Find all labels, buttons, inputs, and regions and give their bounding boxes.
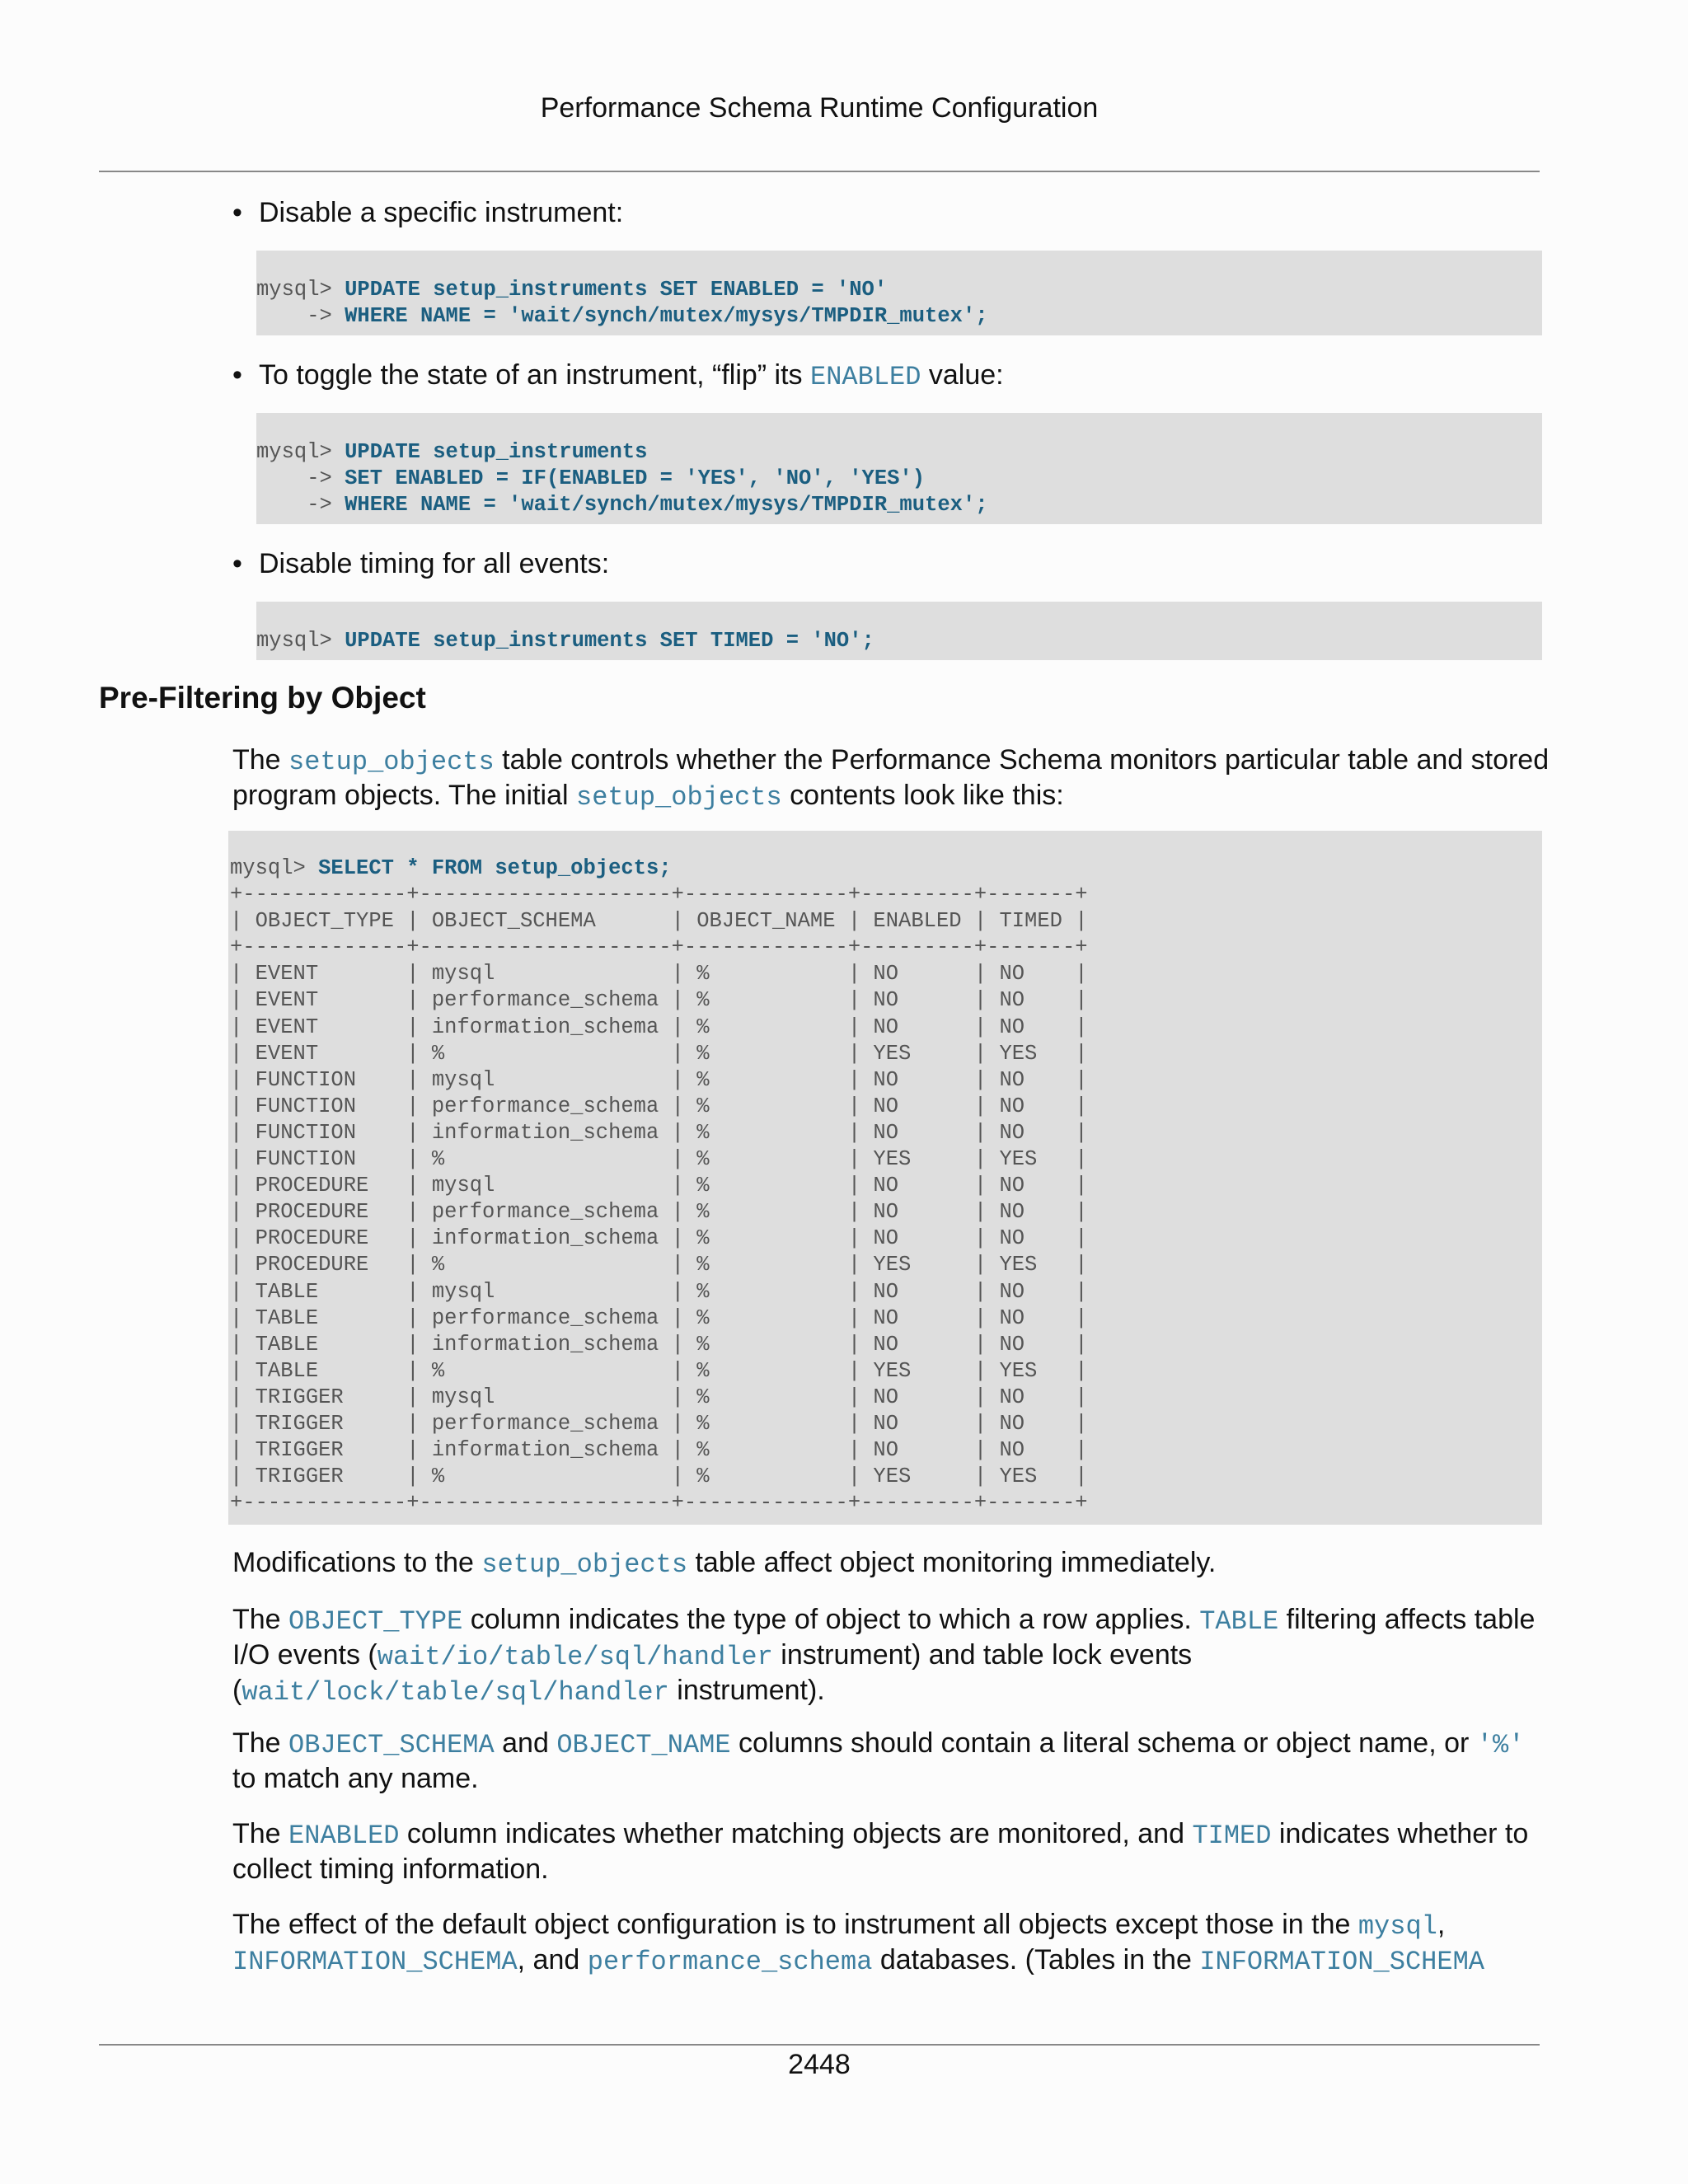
code-command: WHERE NAME = 'wait/synch/mutex/mysys/TMPDIR_mutex'; <box>345 304 988 328</box>
text: indicates whether to collect timing information. <box>232 1818 1529 1885</box>
bullet-disable-instrument <box>232 196 623 229</box>
inline-code: setup_objects <box>576 782 782 813</box>
table-row: | EVENT | mysql | % | NO | NO | <box>230 962 1088 987</box>
paragraph-object-type <box>232 1603 1551 1709</box>
code-command: UPDATE setup_instruments <box>345 440 648 464</box>
bullet-text: value: <box>921 359 1004 391</box>
inline-code: wait/lock/table/sql/handler <box>241 1677 669 1708</box>
text: The effect of the default object configuration is to instrument all objects except those in the <box>232 1909 1358 1940</box>
bullet-text: Disable a specific instrument: <box>259 197 624 228</box>
table-row: | FUNCTION | performance_schema | % | NO | NO | <box>230 1094 1088 1118</box>
text: , <box>1437 1909 1446 1940</box>
code-command: WHERE NAME = 'wait/synch/mutex/mysys/TMPDIR_mutex'; <box>345 493 988 517</box>
code-prompt: mysql> <box>256 278 345 302</box>
code-command: UPDATE setup_instruments SET ENABLED = 'NO' <box>345 278 888 302</box>
page-header: Performance Schema Runtime Configuration <box>540 92 1099 124</box>
inline-code: OBJECT_SCHEMA <box>288 1730 495 1760</box>
text: columns should contain a literal schema or object name, or <box>730 1727 1477 1759</box>
paragraph-modifications <box>232 1546 1551 1582</box>
code-command: SET ENABLED = IF(ENABLED = 'YES', 'NO', 'YES') <box>345 466 926 490</box>
inline-code: INFORMATION_SCHEMA <box>1199 1947 1484 1977</box>
table-row: | PROCEDURE | mysql | % | NO | NO | <box>230 1174 1088 1198</box>
paragraph-enabled-timed <box>232 1817 1551 1886</box>
inline-code: setup_objects <box>481 1549 688 1580</box>
code-prompt: -> <box>256 493 345 517</box>
bullet-dot: • <box>232 197 242 228</box>
bullet-text: To toggle the state of an instrument, “flip” its <box>259 359 810 391</box>
inline-code: performance_schema <box>587 1947 873 1977</box>
header-rule <box>99 171 1540 172</box>
code-block-toggle-instrument <box>256 413 1542 524</box>
table-row: | TABLE | performance_schema | % | NO | NO | <box>230 1305 1088 1330</box>
intro-paragraph <box>232 743 1551 814</box>
inline-code: ENABLED <box>810 362 921 392</box>
inline-code: ENABLED <box>288 1821 400 1851</box>
table-row: | TABLE | % | % | YES | YES | <box>230 1358 1088 1383</box>
table-row: | TRIGGER | information_schema | % | NO | NO | <box>230 1438 1088 1463</box>
paragraph-schema-name <box>232 1727 1551 1795</box>
text: The <box>232 1604 289 1635</box>
table-row: | TRIGGER | mysql | % | NO | NO | <box>230 1385 1088 1409</box>
text: filtering affects table I/O events ( <box>232 1604 1536 1671</box>
code-command: SELECT * FROM setup_objects; <box>318 856 672 880</box>
table-row: | TABLE | mysql | % | NO | NO | <box>230 1279 1088 1304</box>
inline-code: wait/io/table/sql/handler <box>377 1642 773 1672</box>
inline-code: '%' <box>1476 1730 1525 1760</box>
page-number: 2448 <box>788 2049 851 2080</box>
text: column indicates whether matching objects are monitored, and <box>399 1818 1193 1849</box>
table-border: +-------------+--------------------+-------------+---------+-------+ <box>230 935 1088 960</box>
section-heading: Pre-Filtering by Object <box>99 681 426 715</box>
table-row: | PROCEDURE | % | % | YES | YES | <box>230 1253 1088 1277</box>
text: table affect object monitoring immediately. <box>687 1547 1217 1578</box>
text: The <box>232 1727 289 1759</box>
table-border: +-------------+--------------------+-------------+---------+-------+ <box>230 1491 1088 1516</box>
table-header-row: | OBJECT_TYPE | OBJECT_SCHEMA | OBJECT_NAME | ENABLED | TIMED | <box>230 909 1088 934</box>
text: The <box>232 1818 289 1849</box>
text: , and <box>517 1944 588 1975</box>
text: instrument). <box>668 1675 825 1706</box>
table-row: | PROCEDURE | information_schema | % | NO | NO | <box>230 1226 1088 1251</box>
table-row: | TRIGGER | % | % | YES | YES | <box>230 1465 1088 1489</box>
code-prompt: -> <box>256 304 345 328</box>
bullet-dot: • <box>232 548 242 579</box>
inline-code: TABLE <box>1199 1606 1279 1637</box>
table-row: | FUNCTION | mysql | % | NO | NO | <box>230 1067 1088 1092</box>
bullet-disable-timing <box>232 547 609 580</box>
table-row: | PROCEDURE | performance_schema | % | NO | NO | <box>230 1200 1088 1225</box>
table-row: | FUNCTION | information_schema | % | NO | NO | <box>230 1120 1088 1145</box>
inline-code: mysql <box>1357 1911 1437 1942</box>
text: and <box>494 1727 557 1759</box>
text: table controls whether the Performance Schema monitors particular table and stored program objects. The initial <box>232 744 1550 811</box>
text: to match any name. <box>232 1763 479 1794</box>
text: databases. (Tables in the <box>872 1944 1200 1975</box>
code-block-disable-timing <box>256 602 1542 660</box>
inline-code: INFORMATION_SCHEMA <box>232 1947 518 1977</box>
code-prompt: mysql> <box>230 856 319 880</box>
footer-rule <box>99 2044 1540 2046</box>
code-prompt: mysql> <box>256 440 345 464</box>
text: Modifications to the <box>232 1547 482 1578</box>
table-row: | EVENT | % | % | YES | YES | <box>230 1041 1088 1066</box>
table-border: +-------------+--------------------+-------------+---------+-------+ <box>230 883 1088 907</box>
bullet-dot: • <box>232 359 242 391</box>
table-row: | FUNCTION | % | % | YES | YES | <box>230 1147 1088 1172</box>
result-table <box>230 883 1088 1515</box>
text: column indicates the type of object to which a row applies. <box>462 1604 1200 1635</box>
text: The <box>232 744 289 776</box>
table-row: | TRIGGER | performance_schema | % | NO | NO | <box>230 1411 1088 1436</box>
code-prompt: mysql> <box>256 629 345 653</box>
text: contents look like this: <box>781 780 1064 811</box>
code-prompt: -> <box>256 466 345 490</box>
inline-code: TIMED <box>1192 1821 1272 1851</box>
inline-code: OBJECT_NAME <box>556 1730 731 1760</box>
bullet-toggle-instrument <box>232 359 1004 394</box>
inline-code: setup_objects <box>288 747 495 777</box>
table-row: | EVENT | information_schema | % | NO | NO | <box>230 1015 1088 1039</box>
code-command: UPDATE setup_instruments SET TIMED = 'NO'; <box>345 629 874 653</box>
table-row: | EVENT | performance_schema | % | NO | NO | <box>230 988 1088 1013</box>
setup-objects-output <box>228 831 1542 1525</box>
text: instrument) and table lock events ( <box>232 1639 1193 1706</box>
inline-code: OBJECT_TYPE <box>288 1606 463 1637</box>
bullet-text: Disable timing for all events: <box>259 548 610 579</box>
code-block-disable-instrument <box>256 251 1542 335</box>
paragraph-default-config <box>232 1908 1551 1979</box>
table-row: | TABLE | information_schema | % | NO | NO | <box>230 1332 1088 1357</box>
